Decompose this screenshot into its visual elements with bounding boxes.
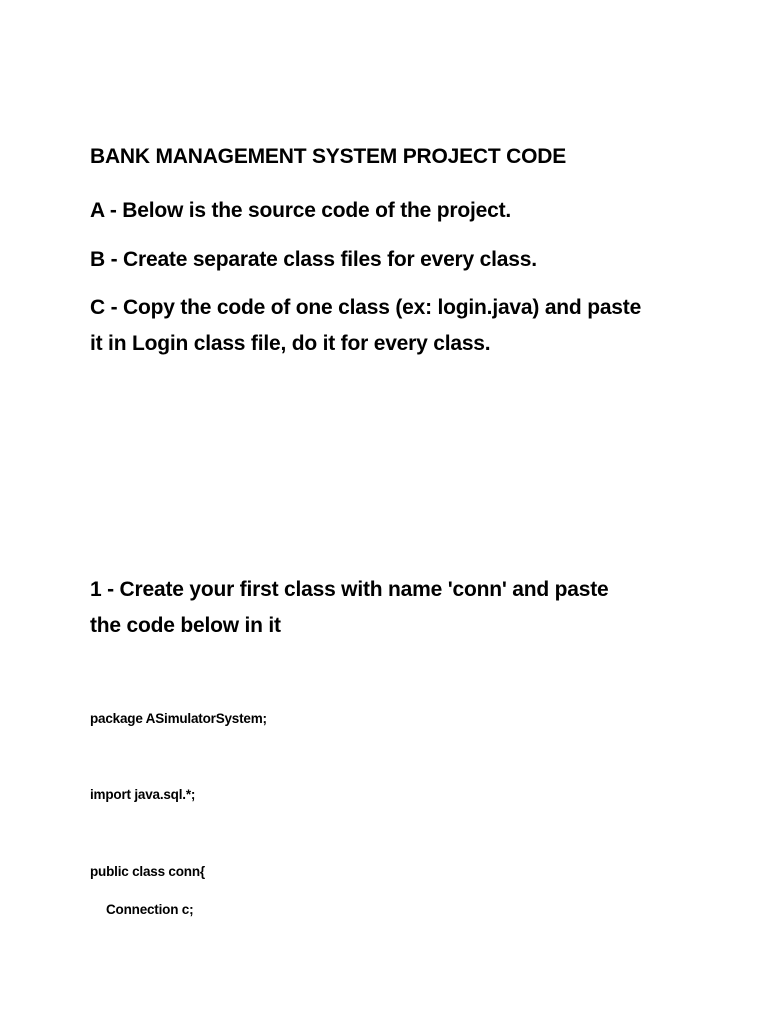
code-line-package: package ASimulatorSystem; <box>90 711 267 726</box>
instruction-c-line2: it in Login class file, do it for every class. <box>90 332 491 355</box>
code-line-import: import java.sql.*; <box>90 787 196 802</box>
instruction-b: B - Create separate class files for every class. <box>90 248 537 271</box>
document-title: BANK MANAGEMENT SYSTEM PROJECT CODE <box>90 145 567 168</box>
section-1-heading-line1: 1 - Create your first class with name 'conn' and paste <box>90 578 609 601</box>
code-line-connection-field: Connection c; <box>106 902 194 917</box>
instruction-a: A - Below is the source code of the project. <box>90 199 511 222</box>
instruction-c-line1: C - Copy the code of one class (ex: login.java) and paste <box>90 296 642 319</box>
section-1-heading-line2: the code below in it <box>90 614 281 637</box>
code-line-class-declaration: public class conn{ <box>90 864 205 879</box>
